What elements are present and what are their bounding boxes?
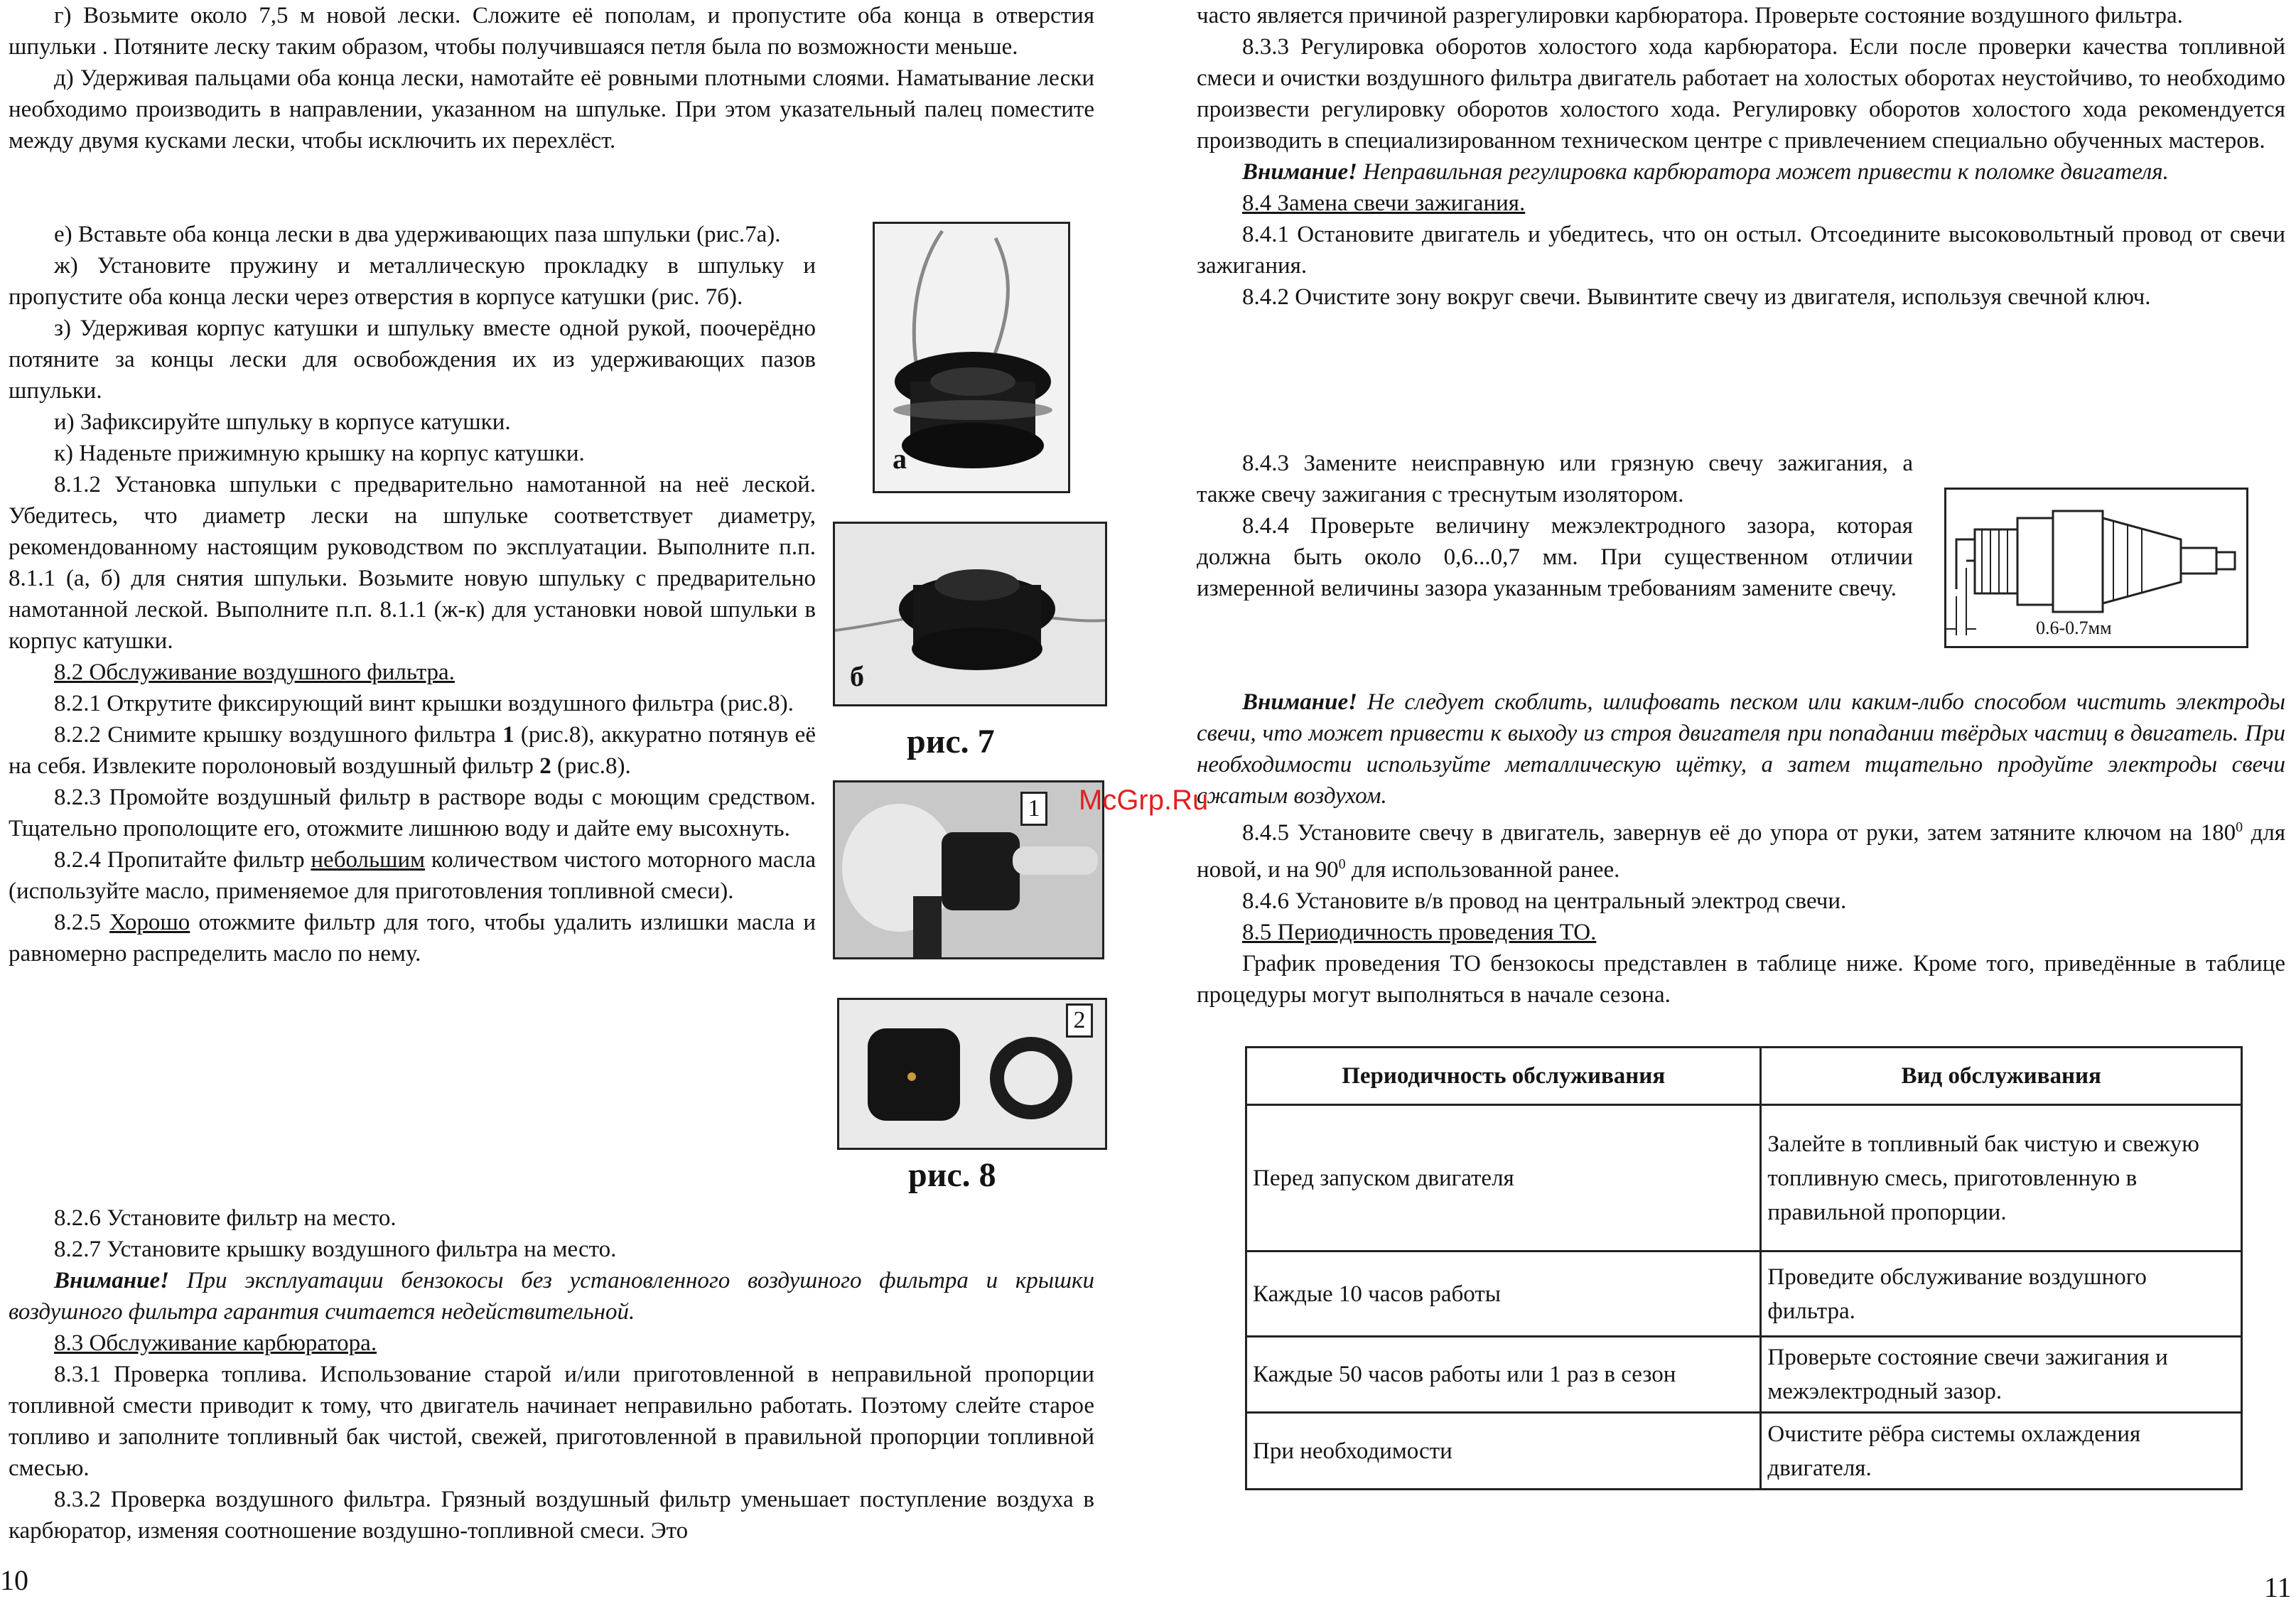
left-page-narrow [9,219,816,969]
table-row [1246,1413,2242,1490]
para-continuation: часто является причиной разрегулировки карбюратора. Проверьте состояние воздушного фильтра. [1197,3,2183,28]
table-header-kind: Вид обслуживания [1761,1048,2242,1105]
para-g: г) Возьмите около 7,5 м новой лески. Сложите её пополам, и пропустите оба конца в отверстия шпульки . Потяните леску таким образом, чтобы получившаяся петля была по возможности меньше. [9,3,1094,60]
para-833: 8.3.3 Регулировка оборотов холостого хода карбюратора. Если после проверки качества топливной смеси и очистки воздушного фильтра двигатель работает на холостых оборотах неустойчиво, то необходимо произвести регулировку оборотов холостого хода. Регулировку оборотов холостого хода рекомендуется производить в специализированном техническом центре с привлечением специально обученных мастеров. [1197,34,2285,154]
table-header-row [1246,1048,2242,1105]
table-cell-period: Каждые 10 часов работы [1246,1252,1761,1337]
table-row [1246,1252,2242,1337]
spool-b-illustration [835,524,1105,704]
para-842: 8.4.2 Очистите зону вокруг свечи. Вывинтите свечу из двигателя, используя свечной ключ. [1242,284,2151,310]
para-844: 8.4.4 Проверьте величину межэлектродного зазора, которая должна быть около 0,6...0,7 мм. При существенном отличии измеренной величины зазора указанным требованиям замените свечу. [1197,513,1913,601]
para-e: е) Вставьте оба конца лески в два удерживающих паза шпульки (рис.7а). [54,222,781,247]
para-832: 8.3.2 Проверка воздушного фильтра. Грязный воздушный фильтр уменьшает поступление воздуха в карбюратор, изменяя соотношение воздушно-топливной смеси. Это [9,1487,1094,1544]
fig8-callout-1: 1 [1020,792,1047,826]
warning-air-filter: Внимание! При эксплуатации бензокосы без установленного воздушного фильтра и крышки воздушного фильтра гарантия считается недействительной. [9,1268,1094,1325]
table-cell-period: Каждые 50 часов работы или 1 раз в сезон [1246,1337,1761,1413]
para-841: 8.4.1 Остановите двигатель и убедитесь, что он остыл. Отсоедините высоковольтный провод от свечи зажигания. [1197,222,2285,279]
table-header-period: Периодичность обслуживания [1246,1048,1761,1105]
para-831: 8.3.1 Проверка топлива. Использование старой и/или приготовленной в неправильной пропорции топливной смести приводит к тому, что двигатель начинает неправильно работать. Поэтому слейте старое топливо и заполните топливный бак чистой, свежей, приготовленной в правильной пропорции топливной смесью. [9,1362,1094,1481]
para-812: 8.1.2 Установка шпульки с предварительно намотанной на неё леской. Убедитесь, что диаметр лески на шпульке соответствует диаметру, рекомендованному настоящим руководством по эксплуатации. Выполните п.п. 8.1.1 (а, б) для снятия шпульки. Возьмите новую шпульку с предварительно намотанной леской. Выполните п.п. 8.1.1 (ж-к) для установки новой шпульки в корпус катушки. [9,472,816,654]
para-k: к) Наденьте прижимную крышку на корпус катушки. [54,441,585,466]
para-843: 8.4.3 Замените неисправную или грязную свечу зажигания, а также свечу зажигания с треснутым изолятором. [1197,451,1913,507]
warning-carburetor: Внимание! Неправильная регулировка карбюратора может привести к поломке двигателя. [1242,159,2169,185]
para-85: График проведения ТО бензокосы представлен в таблице ниже. Кроме того, приведённые в таблице процедуры могут выполняться в начале сезона. [1197,951,2285,1008]
air-filter-parts-illustration [839,1000,1105,1148]
heading-8-2: 8.2 Обслуживание воздушного фильтра. [54,660,455,685]
right-page-narrow [1197,448,1913,604]
para-821: 8.2.1 Открутите фиксирующий винт крышки воздушного фильтра (рис.8). [54,691,794,716]
table-cell-kind: Проверьте состояние свечи зажигания и межэлектродный зазор. [1761,1337,2242,1413]
gap-dimension-label: 0.6-0.7мм [2036,618,2112,638]
para-824: 8.2.4 Пропитайте фильтр небольшим количеством чистого моторного масла (используйте масло, применяемое для приготовления топливной смеси). [9,847,816,904]
para-826: 8.2.6 Установите фильтр на место. [54,1205,397,1231]
para-z: з) Удерживая корпус катушки и шпульку вместе одной рукой, поочерёдно потяните за концы лески для освобождения их из удерживающих пазов шпульки. [9,316,816,404]
photo-air-filter-cover [833,780,1104,959]
figure-7-caption: рис. 7 [907,723,995,760]
warning-electrodes: Внимание! Не следует скоблить, шлифовать песком или каким-либо способом чистить электроды свечи, что может привести к выходу из строя двигателя при попадании твёрдых частиц в двигатель. При необходимости используйте металлическую щётку, а затем тщательно продуйте электроды свечи сжатым воздухом. [1197,689,2285,809]
table-row [1246,1337,2242,1413]
air-filter-cover-illustration [835,782,1102,957]
left-page-top [9,0,1094,156]
page-number-left: 10 [0,1564,28,1596]
para-822: 8.2.2 Снимите крышку воздушного фильтра 1 (рис.8), аккуратно потянув её на себя. Извлеките поролоновый воздушный фильтр 2 (рис.8). [9,722,816,779]
para-823: 8.2.3 Промойте воздушный фильтр в растворе воды с моющим средством. Тщательно прополощите его, отожмите лишнюю воду и дайте ему высохнуть. [9,785,816,841]
para-825: 8.2.5 Хорошо отожмите фильтр для того, чтобы удалить излишки масла и равномерно распределить масло по нему. [9,910,816,967]
para-d: д) Удерживая пальцами оба конца лески, намотайте её ровными плотными слоями. Наматывание лески необходимо производить в направлении, указанном на шпульке. При этом указательный палец поместите между двумя кусками лески, чтобы исключить их перехлёст. [9,65,1094,154]
spark-plug-diagram [1944,488,2248,648]
table-cell-kind: Очистите рёбра системы охлаждения двигателя. [1761,1413,2242,1490]
fig7-sublabel-a: а [893,443,907,475]
right-page-lower [1197,687,2285,1011]
watermark: McGrp.Ru [1079,785,1209,816]
heading-8-5: 8.5 Периодичность проведения ТО. [1242,920,1597,945]
left-page-bottom [9,1202,1094,1546]
heading-8-3: 8.3 Обслуживание карбюратора. [54,1330,377,1356]
table-row [1246,1105,2242,1252]
para-zh: ж) Установите пружину и металлическую прокладку в шпульку и пропустите оба конца лески через отверстия в корпусе катушки (рис. 7б). [9,253,816,310]
fig7-sublabel-b: б [850,660,864,692]
right-page-top [1197,0,2285,313]
maintenance-schedule-table [1245,1046,2243,1490]
para-i: и) Зафиксируйте шпульку в корпусе катушки. [54,409,511,435]
para-827: 8.2.7 Установите крышку воздушного фильтра на место. [54,1237,617,1262]
table-cell-period: Перед запуском двигателя [1246,1105,1761,1252]
page-number-right: 11 [2264,1571,2292,1603]
photo-spool-b [833,522,1107,706]
heading-8-4: 8.4 Замена свечи зажигания. [1242,190,1526,216]
table-cell-kind: Залейте в топливный бак чистую и свежую топливную смесь, приготовленную в правильной пропорции. [1761,1105,2242,1252]
table-cell-kind: Проведите обслуживание воздушного фильтра. [1761,1252,2242,1337]
para-845: 8.4.5 Установите свечу в двигатель, завернув её до упора от руки, затем затяните ключом на $180^0$ для новой, и на $90^0$ для использованной ранее. [1197,819,2285,883]
figure-8-caption: рис. 8 [908,1156,996,1194]
table-cell-period: При необходимости [1246,1413,1761,1490]
fig8-callout-2: 2 [1066,1003,1093,1038]
para-846: 8.4.6 Установите в/в провод на центральный электрод свечи. [1242,888,1847,914]
